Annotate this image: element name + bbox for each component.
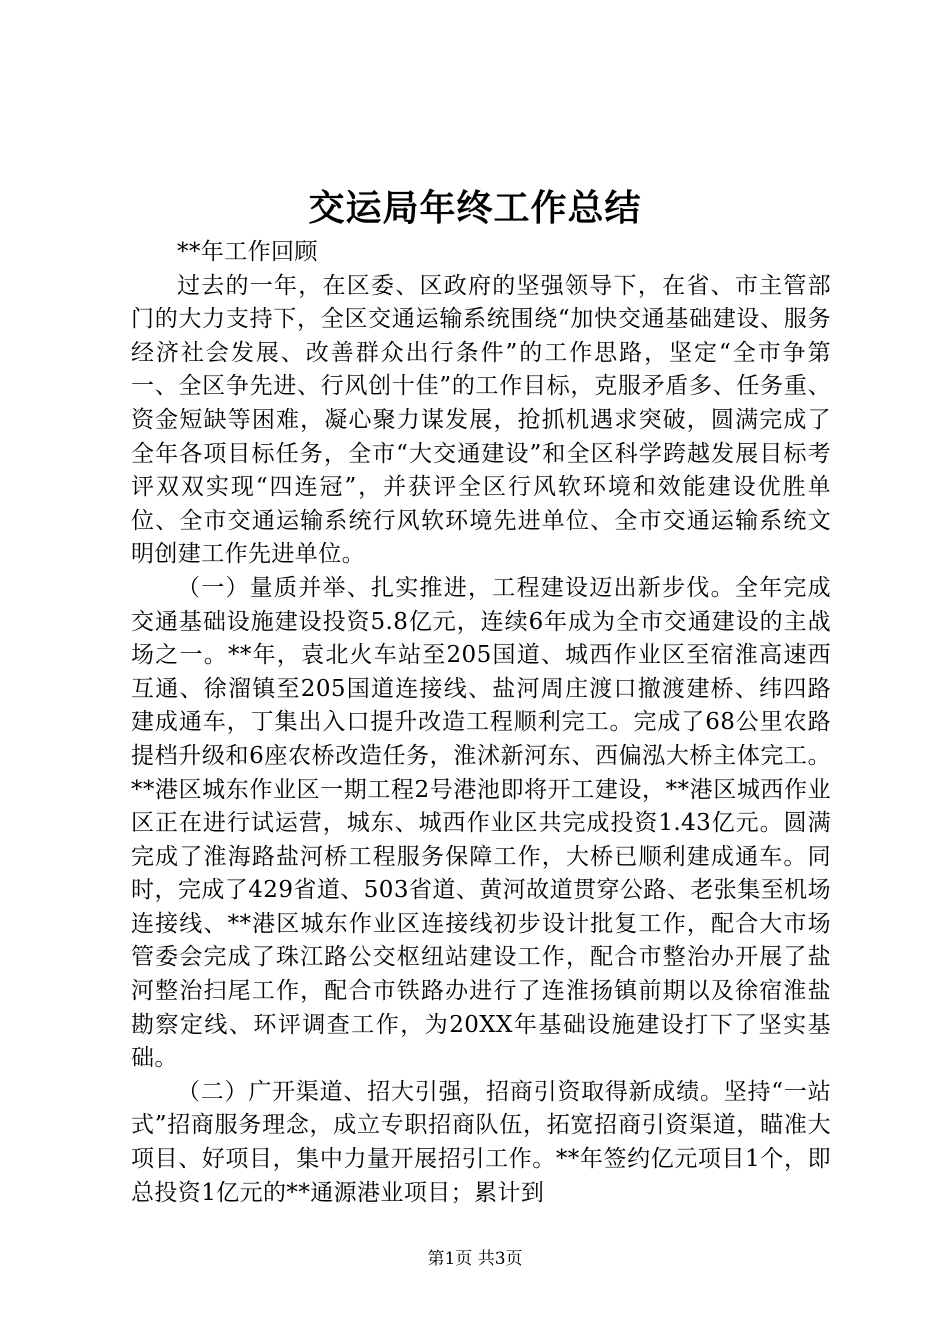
section-heading: **年工作回顾: [177, 239, 318, 265]
document-body: [131, 236, 831, 1210]
paragraph-review-intro: 过去的一年，在区委、区政府的坚强领导下，在省、市主管部门的大力支持下，全区交通运输系统围绕“加快交通基础建设、服务经济社会发展、改善群众出行条件”的工作思路，坚定“全市争第一、全区争先进、行风创十佳”的工作目标，克服矛盾多、任务重、资金短缺等困难，凝心聚力谋发展，抢抓机遇求突破，圆满完成了全年各项目标任务，全市“大交通建设”和全区科学跨越发展目标考评双双实现“四连冠”，并获评全区行风软环境和效能建设优胜单位、全市交通运输系统行风软环境先进单位、全市交通运输系统文明创建工作先进单位。: [131, 272, 831, 568]
page-indicator: 第1页 共3页: [427, 1249, 523, 1269]
paragraph-engineering: （一）量质并举、扎实推进，工程建设迈出新步伐。全年完成交通基础设施建设投资5.8亿元，连续6年成为全市交通建设的主战场之一。**年，袁北火车站至205国道、城西作业区至宿淮高速西互通、徐溜镇至205国道连接线、盐河周庄渡口撤渡建桥、纬四路建成通车，丁集出入口提升改造工程顺利完工。完成了68公里农路提档升级和6座农桥改造任务，淮沭新河东、西偏泓大桥主体完工。**港区城东作业区一期工程2号港池即将开工建设，**港区城西作业区正在进行试运营，城东、城西作业区共完成投资1.43亿元。圆满完成了淮海路盐河桥工程服务保障工作，大桥已顺利建成通车。同时，完成了429省道、503省道、黄河故道贯穿公路、老张集至机场连接线、**港区城东作业区连接线初步设计批复工作，配合大市场管委会完成了珠江路公交枢纽站建设工作，配合市整治办开展了盐河整治扫尾工作，配合市铁路办进行了连淮扬镇前期以及徐宿淮盐勘察定线、环评调查工作，为20XX年基础设施建设打下了坚实基础。: [131, 574, 831, 1072]
document-title: 交运局年终工作总结: [308, 187, 642, 229]
paragraph-investment: （二）广开渠道、招大引强，招商引资取得新成绩。坚持“一站式”招商服务理念，成立专职招商队伍，拓宽招商引资渠道，瞄准大项目、好项目，集中力量开展招引工作。**年签约亿元项目1个，即总投资1亿元的**通源港业项目；累计到: [131, 1078, 831, 1206]
